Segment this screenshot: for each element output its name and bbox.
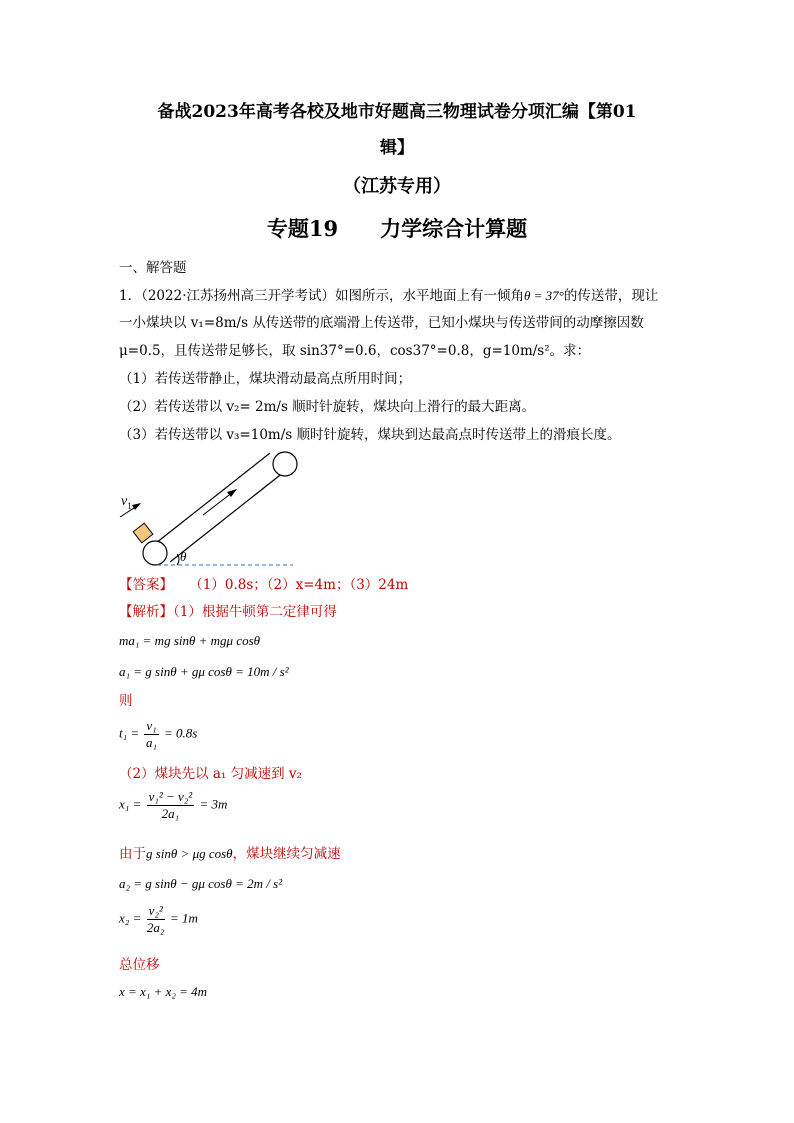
theta-label: θ [180,549,187,564]
problem-line1 [119,286,658,306]
eq3-lhs: t₁ = [119,725,140,741]
angle-expression: θ = 37° [524,288,564,303]
since-line [119,844,341,864]
question-2: （2）若传送带以 v₂= 2m/s 顺时针旋转，煤块向上滑行的最大距离。 [119,399,536,415]
problem-line1-text-b: 的传送带，现让 [563,288,659,304]
conveyor-belt-figure [115,445,305,575]
problem-line2: 一小煤块以 v₁=8m/s 从传送带的底端滑上传送带，已知小煤块与传送带间的动摩擦因数 [119,315,644,331]
velocity-label: $v_1$ [121,494,132,511]
topic-title: 专题19 力学综合计算题 [266,216,528,241]
part2-intro: （2）煤块先以 a₁ 匀减速到 v₂ [119,766,302,782]
answer-text: （1）0.8s；（2）x=4m；（3）24m [189,577,409,593]
eq6-numerator: v₂² [148,903,163,918]
total-displacement-label: 总位移 [119,957,160,973]
analysis-intro-line [119,602,337,622]
belt-bottom-roller [143,541,167,565]
since-text-a: 由于 [119,846,146,862]
eq6-lhs: x₂ = [119,910,142,926]
equation-1: ma₁ = mg sinθ + mgμ cosθ [119,633,261,648]
eq6-rhs: = 1m [170,910,198,926]
since-expression: g sinθ > μg cosθ [146,846,233,861]
eq3-rhs: = 0.8s [163,725,198,741]
problem-line3: μ=0.5，且传送带足够长，取 sin37°=0.6，cos37°=0.8，g=10m/s²。求： [119,343,591,359]
belt-direction-arrow [203,492,233,515]
eq3-numerator: v₁ [146,718,157,733]
document-title-line1: 备战2023年高考各校及地市好题高三物理试卷分项汇编【第01 [157,102,637,122]
equation-5: a₂ = g sinθ − gμ cosθ = 2m / s² [119,876,283,891]
document-title-line2: 辑】 [380,138,414,158]
eq3-denominator: a₁ [146,735,158,750]
equation-6 [119,903,198,936]
eq4-rhs: = 3m [199,796,228,812]
answer-line [119,575,408,595]
eq3-fraction [144,718,158,751]
document-subtitle: （江苏专用） [343,176,451,197]
eq6-denominator: 2a₂ [146,920,165,935]
problem-line1-text-a: 1．（2022·江苏扬州高三开学考试）如图所示，水平地面上有一倾角 [119,288,524,304]
eq4-denominator: 2a₁ [161,806,180,821]
belt-top-roller [273,452,297,476]
equation-7: x = x₁ + x₂ = 4m [119,984,208,999]
then-text: 则 [119,693,133,709]
eq6-fraction [147,903,165,936]
eq4-numerator: v₁² − v₂² [148,789,193,804]
equation-2: a₁ = g sinθ + gμ cosθ = 10m / s² [119,664,289,679]
analysis-intro: （1）根据牛顿第二定律可得 [173,604,337,620]
equation-3 [119,718,197,751]
coal-block [133,523,153,543]
eq4-lhs: x₁ = [119,796,142,812]
section-heading: 一、解答题 [119,260,187,276]
eq4-fraction [147,789,195,822]
analysis-label: 【解析】 [119,604,173,620]
since-text-b: ，煤块继续匀减速 [232,846,341,862]
question-3: （3）若传送带以 v₃=10m/s 顺时针旋转，煤块到达最高点时传送带上的滑痕长度。 [119,427,621,443]
equation-4 [119,789,227,822]
question-1: （1）若传送带静止，煤块滑动最高点所用时间； [119,371,412,387]
belt-body [156,453,284,562]
answer-label: 【答案】 [119,577,173,593]
